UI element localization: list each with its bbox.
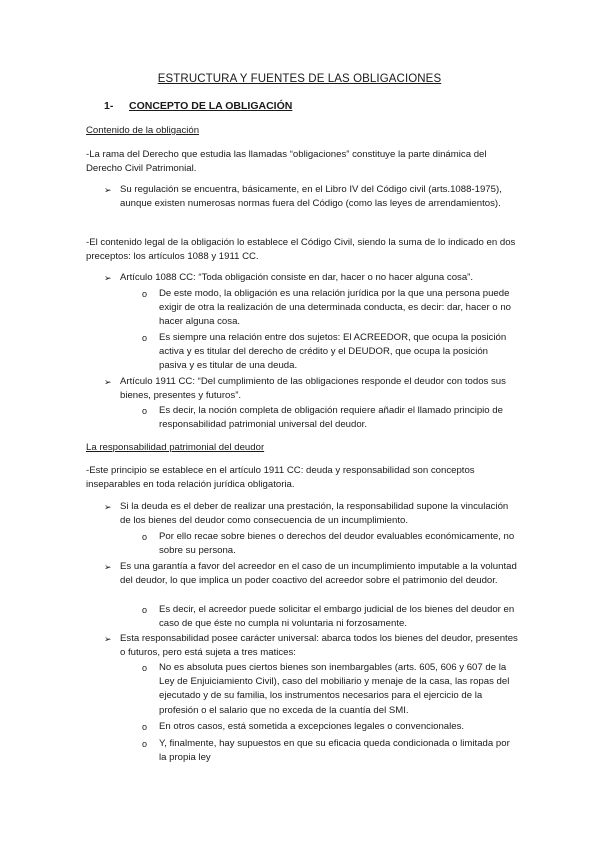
bullet-text: Artículo 1911 CC: “Del cumplimiento de las obligaciones responde el deudor con todos sus bienes, presentes y futuros”.	[120, 376, 506, 402]
arrow-bullet-icon: ➢	[104, 273, 112, 283]
subbullet-text: En otros casos, está sometida a excepciones legales o convencionales.	[159, 721, 465, 732]
subheading-responsabilidad: La responsabilidad patrimonial del deudor	[86, 442, 265, 453]
arrow-bullet-icon: ➢	[104, 562, 112, 572]
subbullet-text: Es decir, la noción completa de obligación requiere añadir el llamado principio de responsabilidad patrimonial universal del deudor.	[159, 405, 503, 431]
section-title: CONCEPTO DE LA OBLIGACIÓN	[129, 100, 293, 112]
arrow-bullet-icon: ➢	[104, 502, 112, 512]
paragraph-3: -Este principio se establece en el artículo 1911 CC: deuda y responsabilidad son conceptos inseparables en toda relación jurídica obligatoria.	[86, 465, 475, 491]
paragraph-1: -La rama del Derecho que estudia las llamadas “obligaciones” constituye la parte dinámica del Derecho Civil Patrimonial.	[86, 149, 487, 175]
bullet-text: Esta responsabilidad posee carácter universal: abarca todos los bienes del deudor, presentes o futuros, pero está sujeta a tres matices:	[120, 633, 518, 659]
subbullet-text: Por ello recae sobre bienes o derechos del deudor evaluables económicamente, no sobre su persona.	[159, 531, 515, 557]
subbullet-text: Es siempre una relación entre dos sujetos: El ACREEDOR, que ocupa la posición activa y es titular del derecho de crédito y el DEUDOR, que ocupa la posición pasiva y es titular de una deuda.	[159, 332, 507, 372]
section-number: 1-	[104, 100, 114, 112]
bullet-text: Es una garantía a favor del acreedor en el caso de un incumplimiento imputable a la voluntad del deudor, lo que implica un poder coactivo del acreedor sobre el patrimonio del deudor.	[120, 561, 517, 587]
circle-bullet-icon: o	[142, 333, 148, 343]
subbullet-text: Es decir, el acreedor puede solicitar el embargo judicial de los bienes del deudor en caso de que éste no cumpla ni voluntaria ni forzosamente.	[159, 604, 515, 630]
arrow-bullet-icon: ➢	[104, 377, 112, 387]
section-heading	[104, 99, 292, 113]
circle-bullet-icon: o	[142, 722, 148, 732]
circle-bullet-icon: o	[142, 289, 148, 299]
bullet-text: Artículo 1088 CC: “Toda obligación consiste en dar, hacer o no hacer alguna cosa”.	[120, 272, 474, 283]
circle-bullet-icon: o	[142, 605, 148, 615]
circle-bullet-icon: o	[142, 739, 148, 749]
subbullet-text: De este modo, la obligación es una relación jurídica por la que una persona puede exigir de otra la realización de una determinada conducta, es decir: dar, hacer o no hacer alguna cosa.	[159, 288, 511, 328]
paragraph-2: -El contenido legal de la obligación lo establece el Código Civil, siendo la suma de lo indicado en dos preceptos: los artículos 1088 y 1911 CC.	[86, 237, 516, 263]
document-title: ESTRUCTURA Y FUENTES DE LAS OBLIGACIONES	[157, 73, 442, 85]
subheading-contenido: Contenido de la obligación	[86, 125, 200, 136]
subbullet-text: Y, finalmente, hay supuestos en que su eficacia queda condicionada o limitada por la propia ley	[159, 738, 510, 764]
arrow-bullet-icon: ➢	[104, 634, 112, 644]
arrow-bullet-icon: ➢	[104, 185, 112, 195]
bullet-text: Su regulación se encuentra, básicamente, en el Libro IV del Código civil (arts.1088-1975), aunque existen numerosas normas fuera del Código (como las leyes de arrendamientos).	[120, 184, 502, 210]
circle-bullet-icon: o	[142, 406, 148, 416]
subbullet-text: No es absoluta pues ciertos bienes son inembargables (arts. 605, 606 y 607 de la Ley de Enjuiciamiento Civil), caso del mobiliario y menaje de la casa, las ropas del ejecutado y de su familia, los instrumentos necesarios para el ejercicio de la profesión o el salario que no exceda de la cuantía del SMI.	[159, 662, 510, 716]
circle-bullet-icon: o	[142, 663, 148, 673]
circle-bullet-icon: o	[142, 532, 148, 542]
bullet-text: Si la deuda es el deber de realizar una prestación, la responsabilidad supone la vinculación de los bienes del deudor como consecuencia de un incumplimiento.	[120, 501, 509, 527]
